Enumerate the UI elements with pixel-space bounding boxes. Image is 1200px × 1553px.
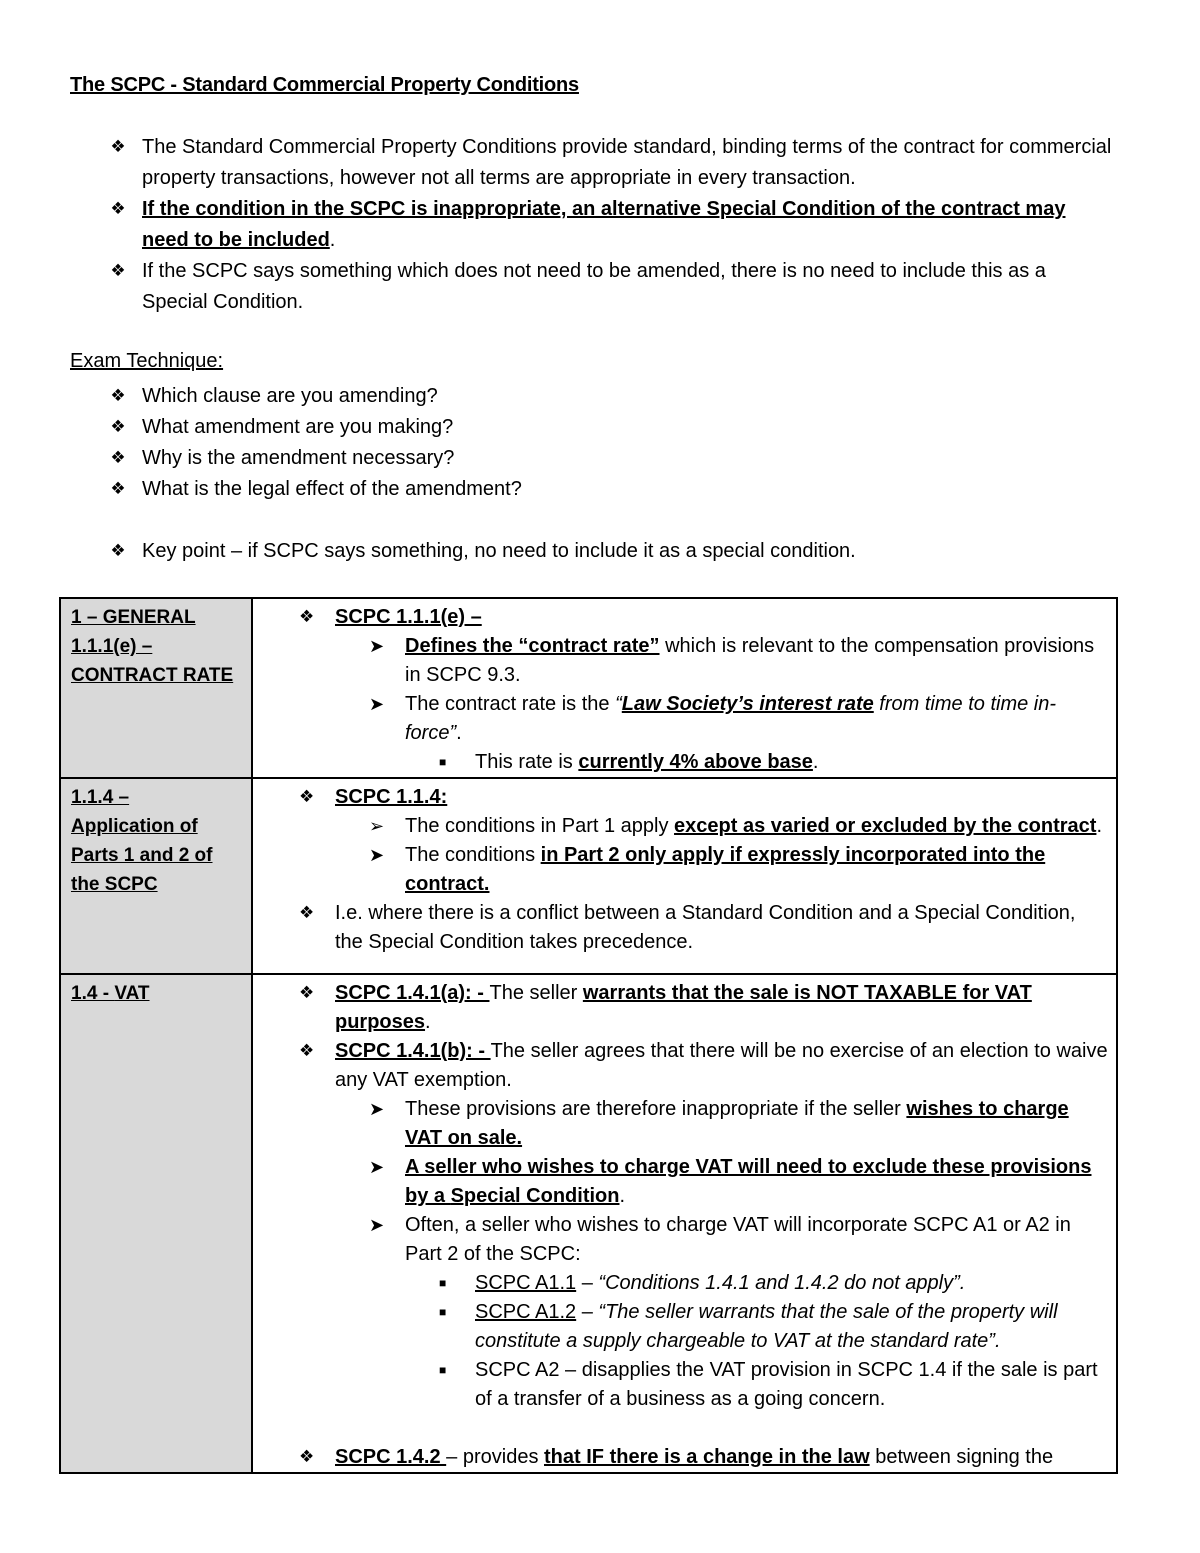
intro-bullet-1: ❖ The Standard Commercial Property Conditions provide standard, binding terms of the contract for commercial property transactions, however not all terms are appropriate in every transaction. <box>106 132 1116 194</box>
row-label-vat: 1.4 - VAT <box>60 974 252 1473</box>
diamond-bullet-icon: ❖ <box>110 261 126 281</box>
exam-technique-list <box>106 381 1106 505</box>
filled-diamond-bullet-icon: ❖ <box>299 1447 315 1467</box>
arrow-bullet-icon: ➤ <box>369 1099 385 1120</box>
row-label-application: 1.1.4 – Application of Parts 1 and 2 of the SCPC <box>60 778 252 974</box>
square-bullet-icon: ■ <box>439 755 447 769</box>
table-row <box>60 974 1117 1473</box>
diamond-bullet-icon: ❖ <box>110 137 126 157</box>
list-item: ❖ Why is the amendment necessary? <box>106 443 1106 474</box>
filled-diamond-bullet-icon: ❖ <box>299 607 315 627</box>
intro-bullet-list <box>106 132 1116 318</box>
filled-diamond-bullet-icon: ❖ <box>299 983 315 1003</box>
arrow-bullet-icon: ➤ <box>369 694 385 715</box>
list-item: ❖ What is the legal effect of the amendment? <box>106 474 1106 505</box>
diamond-bullet-icon: ❖ <box>110 386 126 406</box>
table-row <box>60 778 1117 974</box>
row-content-contract-rate: ❖ SCPC 1.1.1(e) – ➤ Defines the “contract rate” which is relevant to the compensation provisions in SCPC 9.3. ➤ The contract rate is the “Law Society’s interest rate from time to time in-force”. ■ This rate is currently 4% above base. <box>252 598 1117 778</box>
square-bullet-icon: ■ <box>439 1363 447 1377</box>
row-content-vat: ❖ SCPC 1.4.1(a): - The seller warrants that the sale is NOT TAXABLE for VAT purposes. ❖ SCPC 1.4.1(b): - The seller agrees that there will be no exercise of an election to waive any VAT exemption. ➤ These provisions are therefore inappropriate if the seller wishes to charge VAT on sale. ➤ A seller who wishes to charge VAT will need to exclude these provisions by a Special Condition. ➤ Often, a seller who wishes to charge VAT will incorporate SCPC A1 or A2 in Part 2 of the SCPC: ■ SCPC A1.1 – “Conditions 1.4.1 and 1.4.2 do not apply”. ■ SCPC A1.2 – “The seller warrants that the sale of the property will constitute a supply chargeable to VAT at the standard rate”. ■ SCPC A2 – disapplies the VAT provision in SCPC 1.4 if the sale is part of a transfer of a business as a going concern. ❖ SCPC 1.4.2 – provides that IF there is a change in the law between signing the <box>252 974 1117 1473</box>
arrow-bullet-icon: ➤ <box>369 1215 385 1236</box>
arrow-bullet-icon: ➤ <box>369 845 385 866</box>
key-point: ❖ Key point – if SCPC says something, no need to include it as a special condition. <box>106 536 1106 567</box>
row-label-contract-rate: 1 – GENERAL 1.1.1(e) – CONTRACT RATE <box>60 598 252 778</box>
intro-bullet-2: ❖ If the condition in the SCPC is inappropriate, an alternative Special Condition of the contract may need to be included. <box>106 194 1116 256</box>
table-row <box>60 598 1117 778</box>
intro-bullet-3: ❖ If the SCPC says something which does not need to be amended, there is no need to include this as a Special Condition. <box>106 256 1116 318</box>
filled-diamond-bullet-icon: ❖ <box>299 787 315 807</box>
diamond-bullet-icon: ❖ <box>110 199 126 219</box>
diamond-bullet-icon: ❖ <box>110 448 126 468</box>
arrow-bullet-icon: ➤ <box>369 636 385 657</box>
diamond-bullet-icon: ❖ <box>110 479 126 499</box>
page-title: The SCPC - Standard Commercial Property Conditions <box>70 74 579 96</box>
diamond-bullet-icon: ❖ <box>110 417 126 437</box>
diamond-bullet-icon: ❖ <box>110 541 126 561</box>
conditions-table <box>59 597 1118 1474</box>
arrow-bullet-icon: ➢ <box>369 816 385 837</box>
arrow-bullet-icon: ➤ <box>369 1157 385 1178</box>
diamond-bullet-icon: ❖ <box>299 903 315 923</box>
square-bullet-icon: ■ <box>439 1305 447 1319</box>
row-content-application: ❖ SCPC 1.1.4: ➢ The conditions in Part 1 apply except as varied or excluded by the contract. ➤ The conditions in Part 2 only apply if expressly incorporated into the contract. ❖ I.e. where there is a conflict between a Standard Condition and a Special Condition, the Special Condition takes precedence. <box>252 778 1117 974</box>
list-item: ❖ Which clause are you amending? <box>106 381 1106 412</box>
square-bullet-icon: ■ <box>439 1276 447 1290</box>
filled-diamond-bullet-icon: ❖ <box>299 1041 315 1061</box>
exam-technique-heading: Exam Technique: <box>70 350 224 372</box>
list-item: ❖ What amendment are you making? <box>106 412 1106 443</box>
